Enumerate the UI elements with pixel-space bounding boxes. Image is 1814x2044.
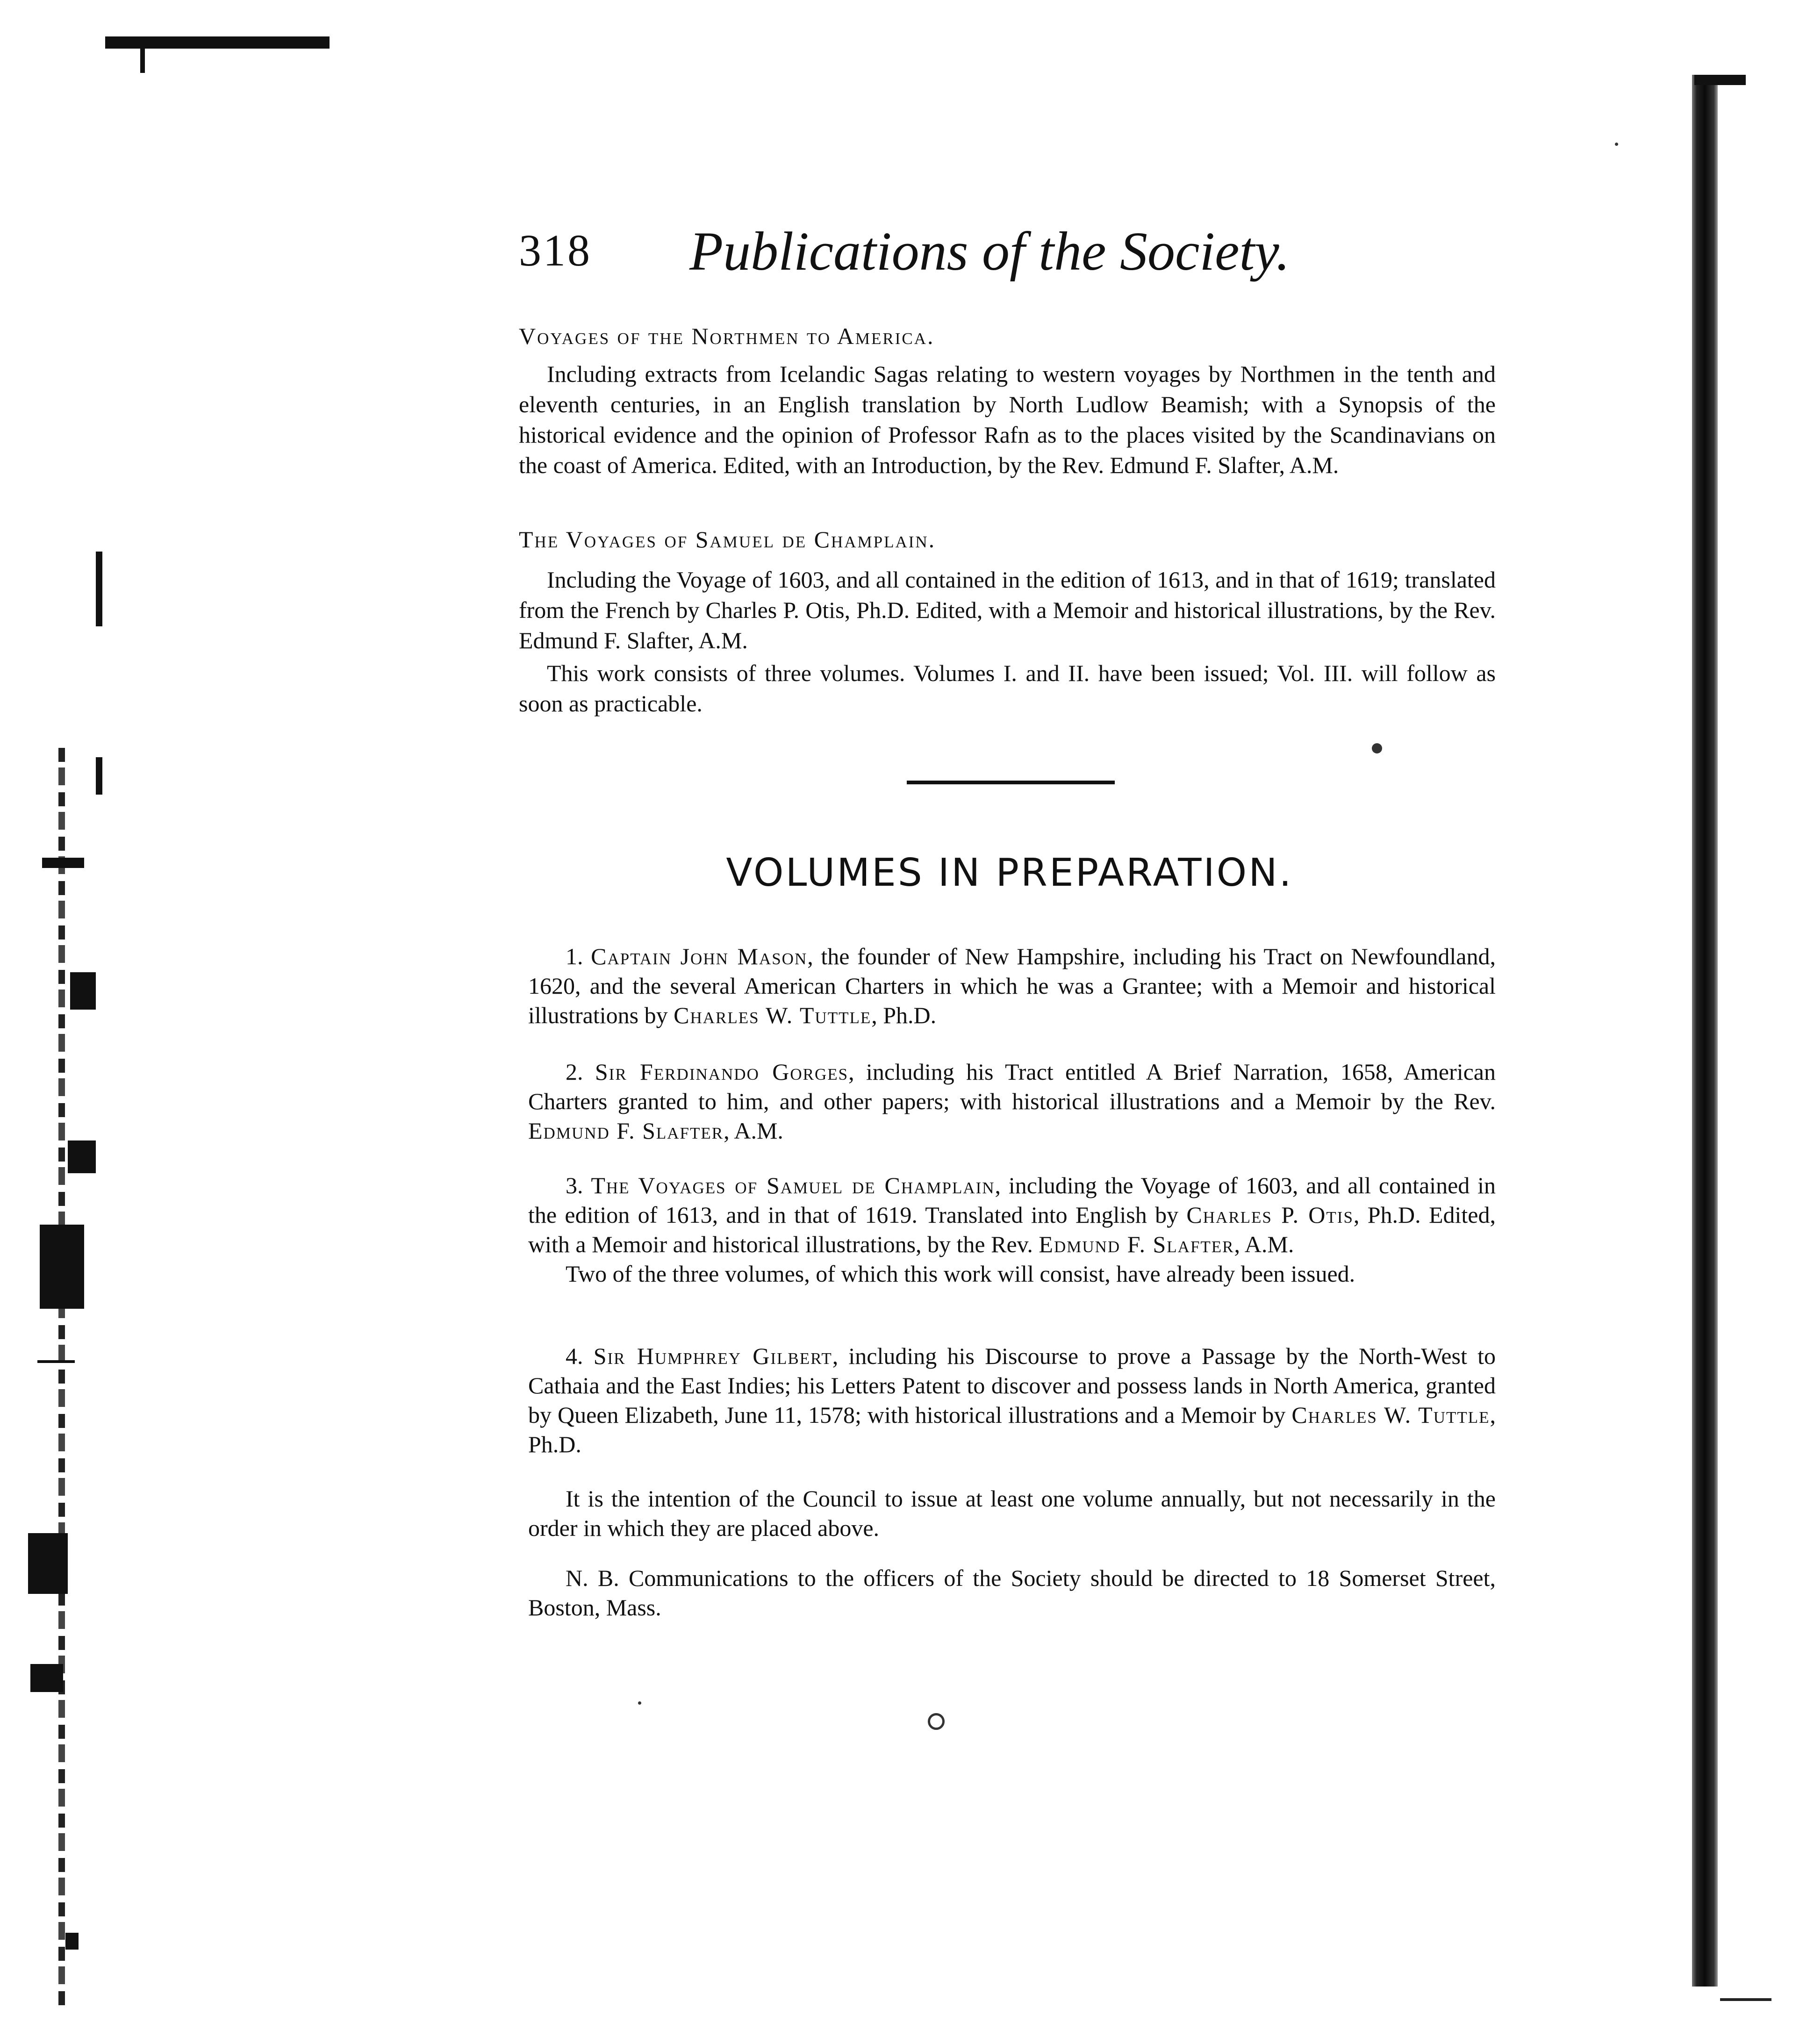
communications-note: N. B. Communications to the officers of the Society should be directed to 18 Somerset Street, Boston, Mass.	[528, 1565, 1496, 1621]
scan-artifact	[65, 1933, 79, 1950]
item-editor: Charles P. Otis	[1186, 1202, 1354, 1228]
section-divider	[907, 781, 1115, 784]
item-tail: , Ph.D.	[528, 1402, 1496, 1457]
item-note: Two of the three volumes, of which this work will consist, have already been issued.	[566, 1261, 1355, 1287]
item-text: , the founder of New Hampshire, including his Tract on Newfoundland, 1620, and the several American Charters in which he was a Grantee; with a Memoir and historical illustrations by	[528, 943, 1496, 1028]
scan-speck	[1372, 743, 1382, 753]
item-text: , including his Discourse to prove a Passage by the North-West to Cathaia and the East Indies; his Letters Patent to discover and possess lands in North America, granted by Queen Elizabeth, June 11, 1578; with historical illustrations and a Memoir by	[528, 1343, 1496, 1428]
scan-page-edge	[1720, 1998, 1771, 2001]
item-tail: , A.M.	[1234, 1231, 1294, 1257]
scan-border-artifact	[105, 36, 330, 49]
entry-heading: Voyages of the Northmen to America.	[519, 323, 935, 349]
scan-artifact	[96, 552, 102, 626]
running-title: Publications of the Society.	[689, 221, 1290, 282]
scan-artifact	[70, 972, 96, 1010]
scan-artifact	[28, 1533, 68, 1594]
item-editor: Edmund F. Slafter	[1039, 1231, 1234, 1257]
scan-artifact	[42, 858, 84, 868]
scan-page-edge	[1692, 75, 1718, 1987]
item-tail: , Ph.D.	[871, 1002, 937, 1028]
entry-heading: The Voyages of Samuel de Champlain.	[519, 526, 936, 552]
item-subject: Sir Ferdinando Gorges	[595, 1059, 849, 1085]
item-text: , including the Voyage of 1603, and all contained in the edition of 1613, and in that of 1619. Translated into English by	[528, 1172, 1496, 1228]
scan-page-edge	[58, 748, 65, 2010]
scan-page-edge	[1694, 75, 1746, 85]
section-title: VOLUMES IN PREPARATION.	[726, 851, 1293, 895]
list-item	[528, 1057, 1496, 1146]
council-note: It is the intention of the Council to issue at least one volume annually, but not necessarily in the order in which they are placed above.	[528, 1485, 1496, 1541]
item-subject: The Voyages of Samuel de Champlain	[591, 1172, 995, 1198]
list-item	[528, 1171, 1496, 1289]
item-text: , including his Tract entitled A Brief Narration, 1658, American Charters granted to him, and other papers; with historical illustrations and a Memoir by the Rev.	[528, 1059, 1496, 1114]
item-number: 2.	[566, 1059, 583, 1085]
item-tail: , Ph.D. Edited, with a Memoir and historical illustrations, by the Rev.	[528, 1202, 1496, 1257]
scan-speck	[638, 1701, 641, 1705]
entry-paragraph: Including the Voyage of 1603, and all contained in the edition of 1613, and in that of 1619; translated from the French by Charles P. Otis, Ph.D. Edited, with a Memoir and historical illustrations, by the Rev. Edmund F. Slafter, A.M.	[519, 567, 1496, 653]
item-subject: Sir Humphrey Gilbert	[593, 1343, 832, 1369]
scan-artifact	[96, 757, 102, 795]
item-editor: Charles W. Tuttle	[1291, 1402, 1490, 1428]
item-subject: Captain John Mason	[591, 943, 808, 969]
running-header	[519, 220, 1510, 294]
page-number: 318	[519, 225, 592, 275]
item-editor: Charles W. Tuttle	[674, 1002, 872, 1028]
scan-speck	[928, 1713, 945, 1730]
scan-speck	[1615, 143, 1618, 146]
entry-paragraph: This work consists of three volumes. Volumes I. and II. have been issued; Vol. III. will follow as soon as practicable.	[519, 660, 1496, 717]
scan-artifact	[30, 1664, 63, 1692]
item-number: 1.	[566, 943, 583, 969]
list-item	[528, 942, 1496, 1030]
item-number: 4.	[566, 1343, 583, 1369]
scan-artifact	[37, 1360, 75, 1363]
item-tail: , A.M.	[724, 1118, 783, 1144]
scan-border-artifact	[140, 45, 145, 73]
item-editor: Edmund F. Slafter	[528, 1118, 724, 1144]
scan-artifact	[40, 1225, 84, 1309]
item-number: 3.	[566, 1172, 583, 1198]
scan-artifact	[68, 1140, 96, 1173]
list-item	[528, 1341, 1496, 1459]
entry-paragraph: Including extracts from Icelandic Sagas relating to western voyages by Northmen in the tenth and eleventh centuries, in an English translation by North Ludlow Beamish; with a Synopsis of the historical evidence and the opinion of Professor Rafn as to the places visited by the Scandinavians on the coast of America. Edited, with an Introduction, by the Rev. Edmund F. Slafter, A.M.	[519, 361, 1496, 478]
